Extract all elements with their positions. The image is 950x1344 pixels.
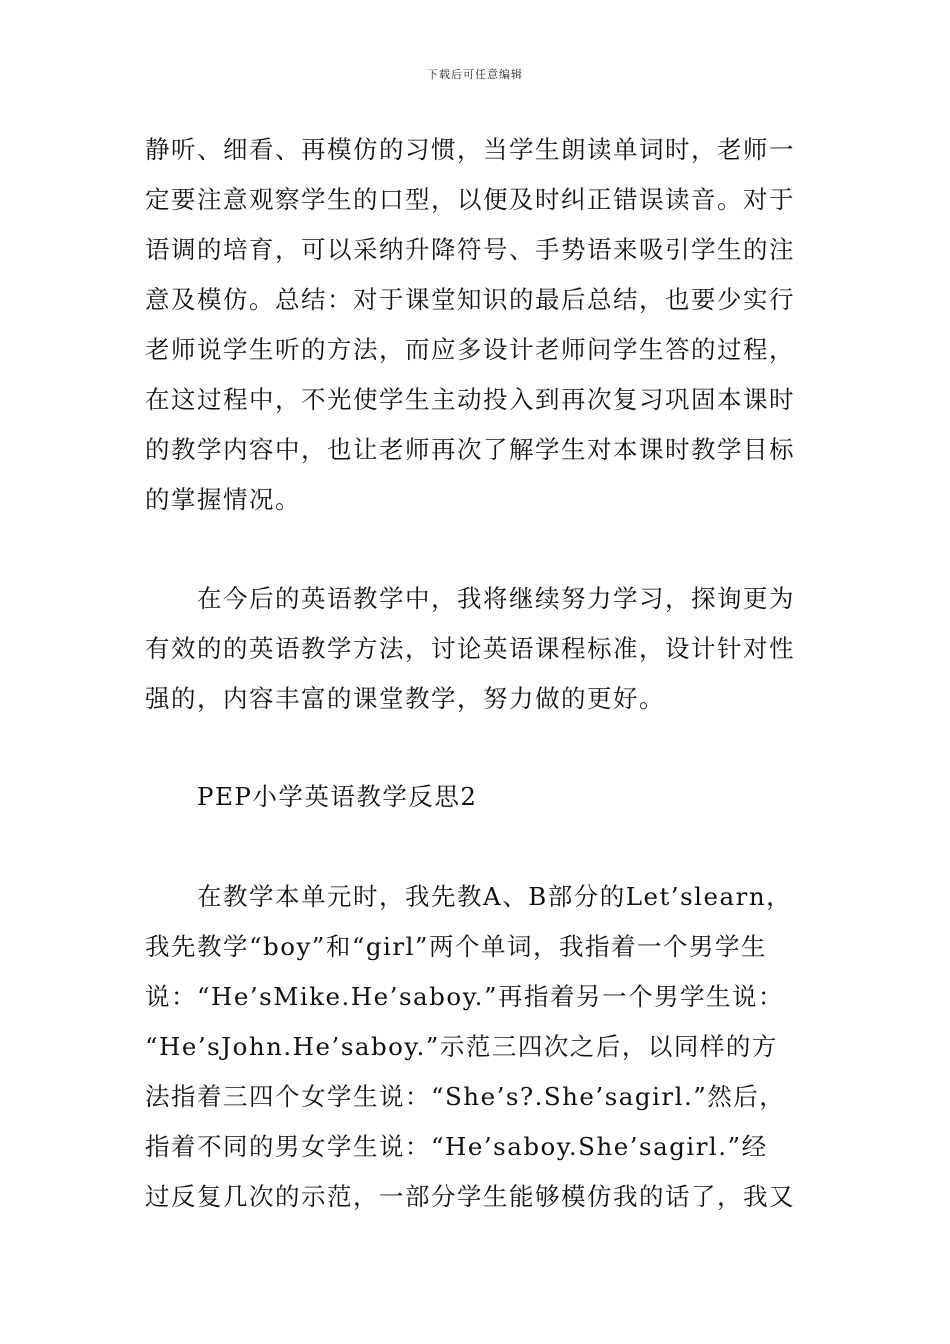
text-line: 意及模仿。总结：对于课堂知识的最后总结，也要少实行 (145, 285, 795, 314)
text-line: 强的，内容丰富的课堂教学，努力做的更好。 (145, 684, 665, 713)
text-line: PEP小学英语教学反思2 (197, 782, 478, 811)
text-line: 的掌握情况。 (145, 485, 301, 514)
text-line: 的教学内容中，也让老师再次了解学生对本课时教学目标 (145, 435, 795, 464)
text-line: 定要注意观察学生的口型，以便及时纠正错误读音。对于 (145, 185, 795, 214)
text-line: 静听、细看、再模仿的习惯，当学生朗读单词时，老师一 (145, 135, 795, 164)
section-heading (145, 772, 825, 822)
paragraph-future-plans (145, 574, 825, 724)
text-line: 指着不同的男女学生说：“He’saboy.She’sagirl.”经 (145, 1132, 768, 1161)
text-line: 在这过程中，不光使学生主动投入到再次复习巩固本课时 (145, 385, 795, 414)
text-line: 有效的的英语教学方法，讨论英语课程标准，设计针对性 (145, 634, 795, 663)
text-line: “He’sJohn.He’saboy.”示范三四次之后，以同样的方 (145, 1032, 778, 1061)
text-line: 我先教学“boy”和“girl”两个单词，我指着一个男学生 (145, 932, 767, 961)
text-line: 在今后的英语教学中，我将继续努力学习，探询更为 (197, 584, 795, 613)
paragraph-teaching-summary (145, 125, 825, 525)
text-line: 语调的培育，可以采纳升降符号、手势语来吸引学生的注 (145, 235, 795, 264)
text-line: 说：“He’sMike.He’saboy.”再指着另一个男学生说： (145, 982, 784, 1011)
page-header: 下载后可任意编辑 (427, 68, 523, 81)
text-line: 法指着三四个女学生说：“She’s?.She’sagirl.”然后， (145, 1082, 786, 1111)
text-line: 过反复几次的示范，一部分学生能够模仿我的话了，我又 (145, 1182, 795, 1211)
text-line: 老师说学生听的方法，而应多设计老师问学生答的过程， (145, 335, 795, 364)
text-line: 在教学本单元时，我先教A、B部分的Let’slearn， (197, 882, 793, 911)
paragraph-lesson-description (145, 872, 825, 1222)
